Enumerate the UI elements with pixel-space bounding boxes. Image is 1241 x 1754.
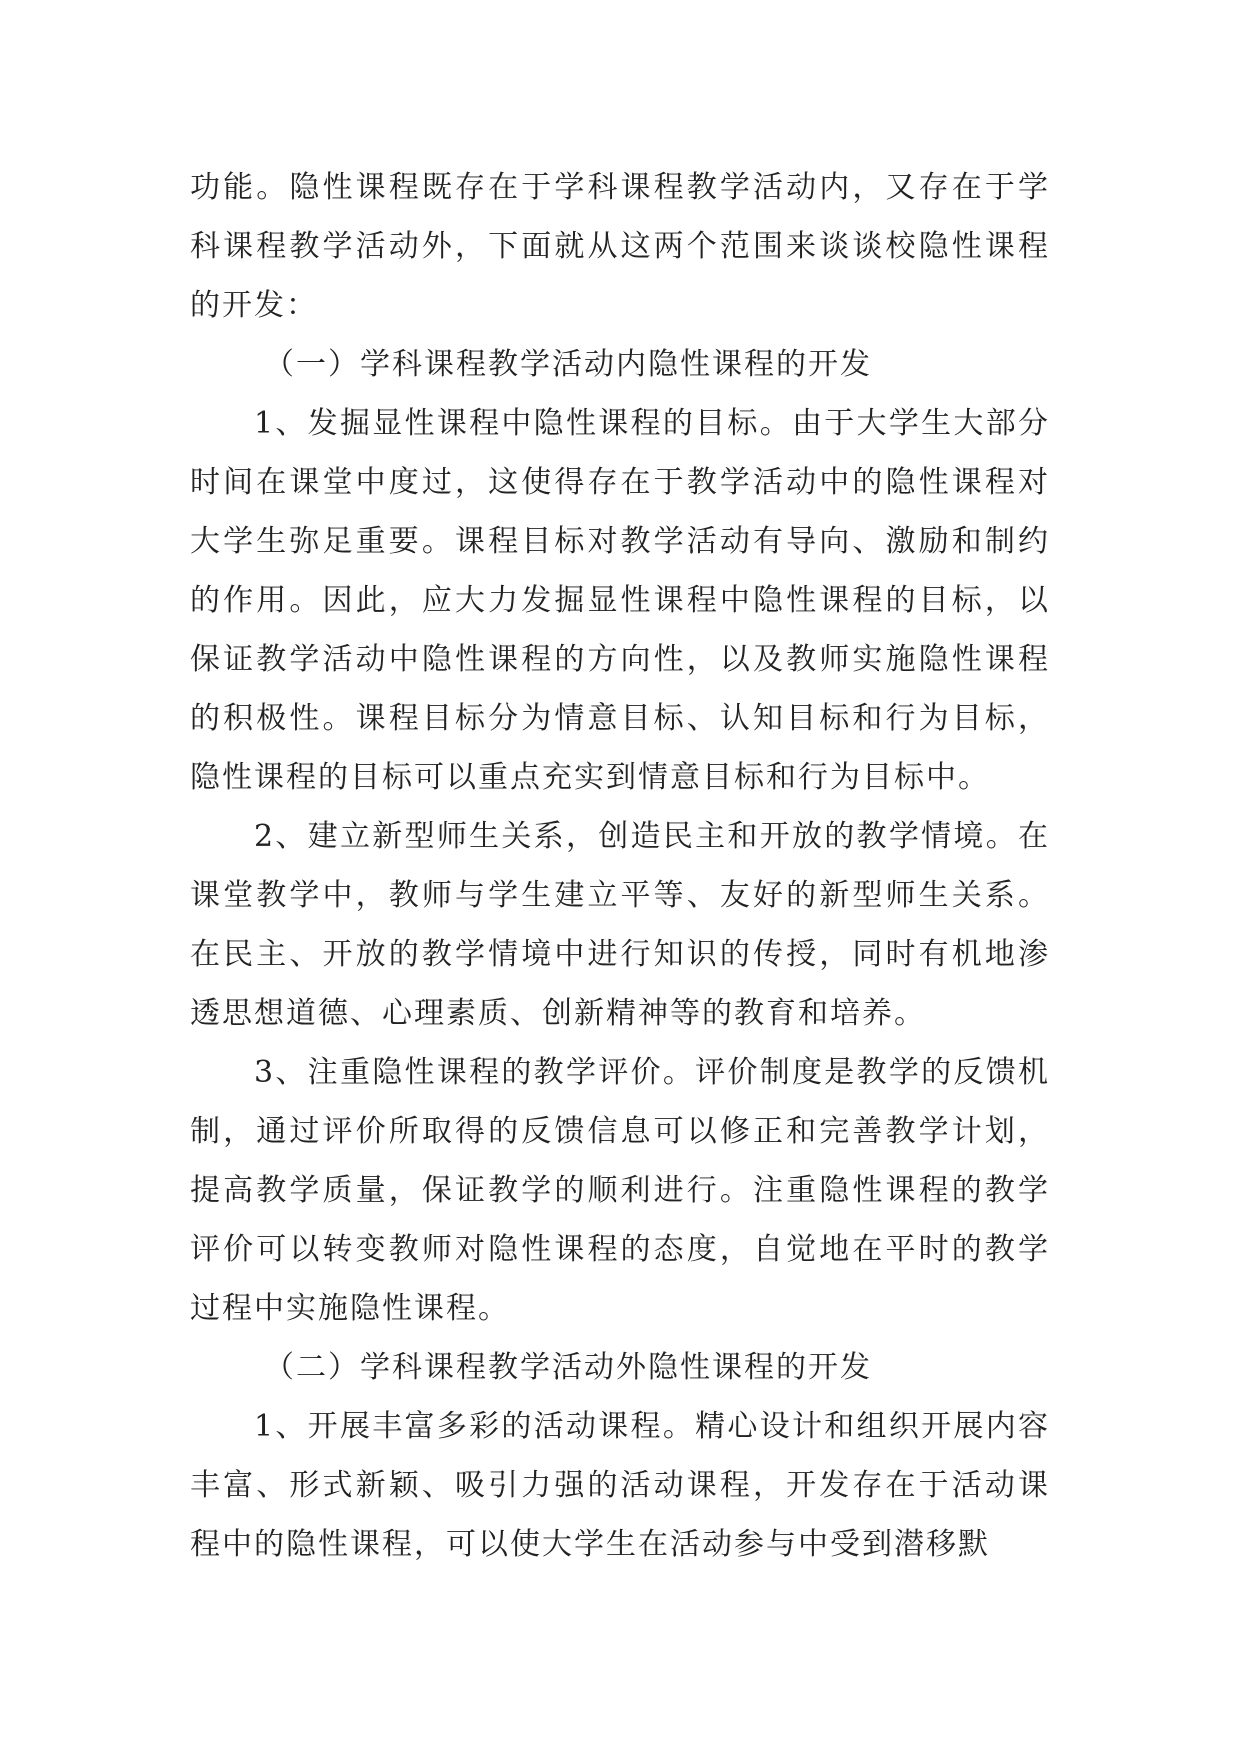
paragraph-item-3: 3、注重隐性课程的教学评价。评价制度是教学的反馈机制，通过评价所取得的反馈信息可以修正和完善教学计划，提高教学质量，保证教学的顺利进行。注重隐性课程的教学评价可以转变教师对隐性课程的态度，自觉地在平时的教学过程中实施隐性课程。 [190, 1055, 1050, 1326]
paragraph-intro-continuation: 功能。隐性课程既存在于学科课程教学活动内，又存在于学科课程教学活动外，下面就从这两个范围来谈谈校隐性课程的开发： [190, 170, 1050, 323]
section-heading-two: （二）学科课程教学活动外隐性课程的开发 [264, 1350, 872, 1385]
document-body [190, 158, 1050, 1574]
section-heading-one: （一）学科课程教学活动内隐性课程的开发 [264, 347, 872, 382]
paragraph-item-1: 1、发掘显性课程中隐性课程的目标。由于大学生大部分时间在课堂中度过，这使得存在于教学活动中的隐性课程对大学生弥足重要。课程目标对教学活动有导向、激励和制约的作用。因此，应大力发掘显性课程中隐性课程的目标，以保证教学活动中隐性课程的方向性，以及教师实施隐性课程的积极性。课程目标分为情意目标、认知目标和行为目标，隐性课程的目标可以重点充实到情意目标和行为目标中。 [190, 406, 1050, 795]
paragraph-section-two-item-1: 1、开展丰富多彩的活动课程。精心设计和组织开展内容丰富、形式新颖、吸引力强的活动课程，开发存在于活动课程中的隐性课程，可以使大学生在活动参与中受到潜移默 [190, 1409, 1050, 1562]
paragraph-item-2: 2、建立新型师生关系，创造民主和开放的教学情境。在课堂教学中，教师与学生建立平等、友好的新型师生关系。在民主、开放的教学情境中进行知识的传授，同时有机地渗透思想道德、心理素质、创新精神等的教育和培养。 [190, 819, 1050, 1031]
